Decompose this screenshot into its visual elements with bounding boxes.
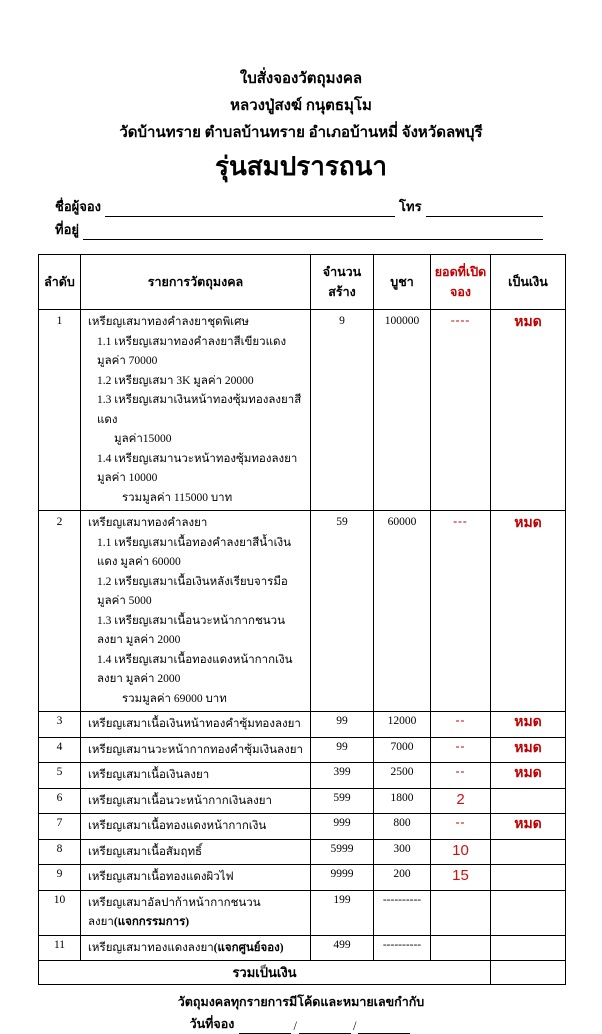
quantity-cell: 599 <box>311 788 374 814</box>
reserved-cell[interactable] <box>431 935 491 961</box>
header-amount: เป็นเงิน <box>491 255 566 310</box>
reserver-name-field[interactable] <box>105 201 395 217</box>
phone-field[interactable] <box>426 201 543 217</box>
item-cell <box>81 310 311 511</box>
header-qty: จำนวนสร้าง <box>311 255 374 310</box>
item-cell <box>81 890 311 935</box>
reserved-value: -- <box>455 740 466 753</box>
address-field[interactable] <box>83 224 543 240</box>
reserved-cell[interactable] <box>431 890 491 935</box>
reserved-value: --- <box>453 516 468 528</box>
booking-date-row <box>0 1014 602 1034</box>
header-price: บูชา <box>374 255 431 310</box>
document-header <box>0 0 602 184</box>
row-number-cell: 10 <box>39 890 81 935</box>
quantity-cell: 499 <box>311 935 374 961</box>
reserved-value: 2 <box>456 790 465 808</box>
price-cell: 60000 <box>374 511 431 712</box>
item-line: เหรียญเสมาทองคำลงยาชุดพิเศษ <box>88 316 249 328</box>
reserved-value: -- <box>455 766 466 778</box>
date-slash: / <box>293 1019 297 1033</box>
quantity-cell: 199 <box>311 890 374 935</box>
booking-date-label: วันที่จอง <box>189 1017 235 1031</box>
amount-cell[interactable] <box>491 935 566 961</box>
item-cell <box>81 788 311 814</box>
reserved-cell <box>431 712 491 738</box>
amount-value: หมด <box>514 315 542 330</box>
reserved-cell <box>431 310 491 511</box>
table-row <box>39 865 566 891</box>
item-line-bold-suffix: (แจกศูนย์จอง) <box>213 941 284 954</box>
table-row <box>39 788 566 814</box>
reserved-cell <box>431 763 491 789</box>
date-day-field[interactable] <box>239 1020 291 1034</box>
price-cell: 100000 <box>374 310 431 511</box>
reserver-info-section <box>55 194 547 240</box>
table-header-row <box>39 255 566 310</box>
reserved-cell <box>431 511 491 712</box>
item-line: 1.4 เหรียญเสมานวะหน้าทองซุ้มทองลงยา มูลค่า 10000 <box>97 452 298 484</box>
reserved-value: ---- <box>450 315 471 327</box>
temple-address: วัดบ้านทราย ตำบลบ้านทราย อำเภอบ้านหมี่ จังหวัดลพบุรี <box>119 125 483 141</box>
reserved-cell <box>431 865 491 891</box>
price-cell: 7000 <box>374 737 431 763</box>
price-cell: 1800 <box>374 788 431 814</box>
amount-cell[interactable] <box>491 788 566 814</box>
item-line: 1.3 เหรียญเสมาเนื้อนวะหน้ากากชนวนลงยา มูลค่า 2000 <box>97 614 285 646</box>
price-cell: 300 <box>374 839 431 865</box>
amount-cell[interactable] <box>491 865 566 891</box>
item-line-bold-suffix: (แจกกรรมการ) <box>113 916 190 928</box>
quantity-cell: 999 <box>311 814 374 840</box>
item-line: เหรียญเสมาเนื้อสัมฤทธิ์ <box>88 845 203 858</box>
quantity-cell: 5999 <box>311 839 374 865</box>
amount-value: หมด <box>514 766 542 781</box>
table-row <box>39 737 566 763</box>
item-line: 1.2 เหรียญเสมา 3K มูลค่า 20000 <box>97 374 254 387</box>
quantity-cell: 399 <box>311 763 374 789</box>
item-cell <box>81 737 311 763</box>
footer-note: วัตถุมงคลทุกรายการมีโค้ดและหมายเลขกำกับ <box>177 995 425 1009</box>
item-line: 1.1 เหรียญเสมาเนื้อทองคำลงยาสีน้ำเงินแดง มูลค่า 60000 <box>97 536 292 568</box>
amount-value: หมด <box>514 715 542 730</box>
item-line: เหรียญเสมาทองคำลงยา <box>88 517 208 529</box>
quantity-cell: 9 <box>311 310 374 511</box>
table-row <box>39 511 566 712</box>
amount-cell <box>491 511 566 712</box>
header-no: ลำดับ <box>39 255 81 310</box>
row-number-cell: 9 <box>39 865 81 891</box>
reserved-value: -- <box>455 715 466 727</box>
item-cell <box>81 839 311 865</box>
reserved-value: -- <box>455 817 466 829</box>
price-cell: ---------- <box>374 935 431 961</box>
item-cell <box>81 712 311 738</box>
phone-label: โทร <box>399 199 422 214</box>
row-number-cell: 11 <box>39 935 81 961</box>
item-line: เหรียญเสมานวะหน้ากากทองคำซุ้มเงินลงยา <box>88 743 303 756</box>
amount-value: หมด <box>514 740 542 756</box>
row-number-cell: 2 <box>39 511 81 712</box>
table-row <box>39 763 566 789</box>
amount-cell <box>491 814 566 840</box>
amount-value: หมด <box>514 817 542 832</box>
item-line: เหรียญเสมาเนื้อทองแดงผิวไฟ <box>88 871 234 883</box>
row-number-cell: 5 <box>39 763 81 789</box>
row-number-cell: 8 <box>39 839 81 865</box>
item-cell <box>81 814 311 840</box>
table-row <box>39 839 566 865</box>
quantity-cell: 59 <box>311 511 374 712</box>
item-line: เหรียญเสมาเนื้อนวะหน้ากากเงินลงยา <box>88 794 272 807</box>
table-row <box>39 310 566 511</box>
reserved-cell <box>431 814 491 840</box>
price-cell: ---------- <box>374 890 431 935</box>
item-cell <box>81 865 311 891</box>
quantity-cell: 99 <box>311 737 374 763</box>
reserved-cell <box>431 788 491 814</box>
form-title: ใบสั่งจองวัตถุมงคล <box>239 71 363 87</box>
quantity-cell: 99 <box>311 712 374 738</box>
edition-title: รุ่นสมปรารถนา <box>215 152 387 181</box>
reserved-value: 15 <box>452 867 469 884</box>
reserver-name-label: ชื่อผู้จอง <box>55 199 102 214</box>
item-line: เหรียญเสมาอัลปาก้าหน้ากากชนวนลงยา(แจกกรรมการ) <box>88 896 261 928</box>
amount-cell[interactable] <box>491 839 566 865</box>
item-line: เหรียญเสมาเนื้อเงินลงยา <box>88 769 210 781</box>
price-cell: 800 <box>374 814 431 840</box>
table-row <box>39 935 566 961</box>
date-month-field[interactable] <box>299 1020 351 1034</box>
table-row <box>39 890 566 935</box>
order-table-body <box>39 310 566 961</box>
document-footer <box>0 992 602 1034</box>
reserved-cell <box>431 737 491 763</box>
price-cell: 12000 <box>374 712 431 738</box>
item-cell <box>81 511 311 712</box>
item-cell <box>81 935 311 961</box>
item-line: เหรียญเสมาเนื้อทองแดงหน้ากากเงิน <box>88 820 267 832</box>
row-number-cell: 7 <box>39 814 81 840</box>
item-line: 1.4 เหรียญเสมาเนื้อทองแดงหน้ากากเงินลงยา มูลค่า 2000 <box>97 653 293 685</box>
amount-cell <box>491 737 566 763</box>
item-line: เหรียญเสมาทองแดงลงยา(แจกศูนย์จอง) <box>88 941 284 954</box>
total-row <box>39 961 566 985</box>
item-line: มูลค่า15000 <box>114 433 172 445</box>
item-line: เหรียญเสมาเนื้อเงินหน้าทองคำซุ้มทองลงยา <box>88 718 301 730</box>
item-line: 1.2 เหรียญเสมาเนื้อเงินหลังเรียบจารมือ มูลค่า 5000 <box>97 575 288 607</box>
amount-cell[interactable] <box>491 890 566 935</box>
price-cell: 2500 <box>374 763 431 789</box>
row-number-cell: 3 <box>39 712 81 738</box>
table-row <box>39 712 566 738</box>
price-cell: 200 <box>374 865 431 891</box>
reserved-value: 10 <box>452 841 469 859</box>
reserved-cell <box>431 839 491 865</box>
amount-cell <box>491 763 566 789</box>
item-line: 1.3 เหรียญเสมาเงินหน้าทองซุ้มทองลงยาสีแดง <box>97 394 302 426</box>
order-table <box>38 254 566 985</box>
monk-name: หลวงปู่สงฆ์ กนุตธมุโม <box>230 98 372 114</box>
total-amount-cell[interactable] <box>491 961 566 985</box>
row-number-cell: 6 <box>39 788 81 814</box>
address-label: ที่อยู่ <box>55 222 79 237</box>
amount-cell <box>491 310 566 511</box>
amount-cell <box>491 712 566 738</box>
amount-value: หมด <box>514 516 542 531</box>
quantity-cell: 9999 <box>311 865 374 891</box>
table-row <box>39 814 566 840</box>
header-item: รายการวัตถุมงคล <box>81 255 311 310</box>
item-cell <box>81 763 311 789</box>
total-label: รวมเป็นเงิน <box>39 961 491 985</box>
item-line: รวมมูลค่า 69000 บาท <box>122 692 227 705</box>
row-number-cell: 4 <box>39 737 81 763</box>
item-line: รวมมูลค่า 115000 บาท <box>122 491 233 504</box>
header-reserved: ยอดที่เปิดจอง <box>431 255 491 310</box>
item-line: 1.1 เหรียญเสมาทองคำลงยาสีเขียวแดง มูลค่า 70000 <box>97 335 287 367</box>
row-number-cell: 1 <box>39 310 81 511</box>
date-year-field[interactable] <box>358 1020 410 1034</box>
date-slash: / <box>352 1019 357 1033</box>
